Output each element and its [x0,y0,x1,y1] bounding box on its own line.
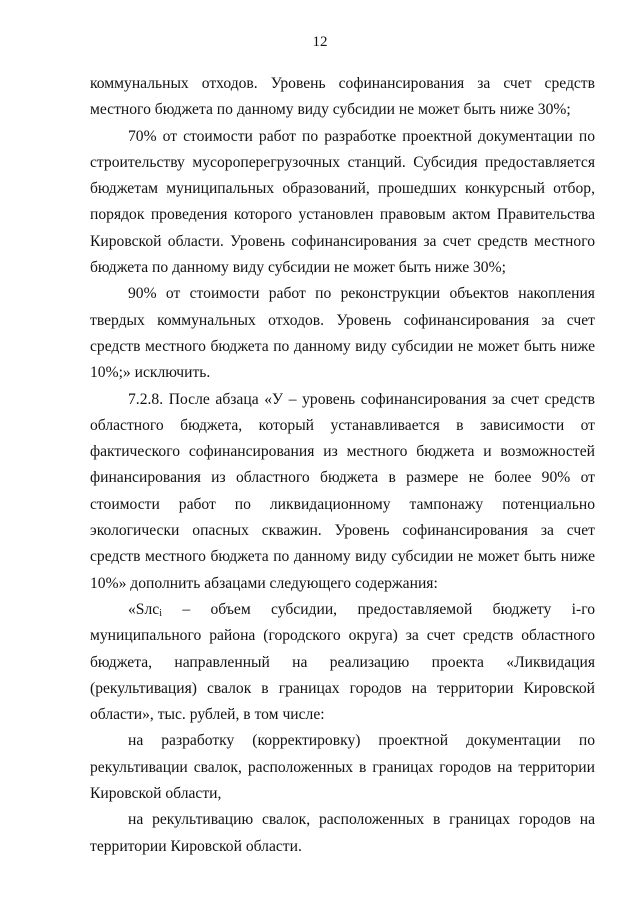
paragraph-recultivation: на рекультивацию свалок, расположенных в границах городов на территории Кировской области. [90,811,595,855]
formula-subscript: i [159,607,162,619]
paragraph-formula-definition [90,597,595,728]
paragraph-clause-7-2-8: 7.2.8. После абзаца «У – уровень софинансирования за счет средств областного бюджета, который устанавливается в зависимости от фактического софинансирования из местного бюджета и возможностей финансирования из областного бюджета в размере не более 90% от стоимости работ по ликвидационному тампонажу потенциально экологически опасных скважин. Уровень софинансирования за счет средств местного бюджета по данному виду субсидии не может быть ниже 10%» дополнить абзацами следующего содержания: [90,390,595,592]
document-body [90,71,595,860]
paragraph-design-documentation: на разработку (корректировку) проектной документации по рекультивации свалок, расположенных в границах городов на территории Кировской области, [90,732,595,803]
paragraph-continuation: коммунальных отходов. Уровень софинансирования за счет средств местного бюджета по данному виду субсидии не может быть ниже 30%; [90,75,595,119]
paragraph-project-documentation: 70% от стоимости работ по разработке проектной документации по строительству мусороперегрузочных станций. Субсидия предоставляется бюджетам муниципальных образований, прошедших конкурсный отбор, порядок проведения которого установлен правовым актом Правительства Кировской области. Уровень софинансирования за счет средств местного бюджета по данному виду субсидии не может быть ниже 30%; [90,127,595,277]
open-quote: « [128,600,136,618]
page-number: 12 [312,34,328,50]
formula-description: – объем субсидии, предоставляемой бюджету i-го муниципального района (городского округа) за счет средств областного бюджета, направленный на реализацию проекта «Ликвидация (рекультивация) свалок в границах городов на территории Кировской области», тыс. рублей, в том числе: [90,600,595,724]
paragraph-reconstruction: 90% от стоимости работ по реконструкции объектов накопления твердых коммунальных отходов. Уровень софинансирования за счет средств местного бюджета по данному виду субсидии не может быть ниже 10%;» исключить. [90,285,595,382]
formula-symbol: Sлс [135,600,160,618]
